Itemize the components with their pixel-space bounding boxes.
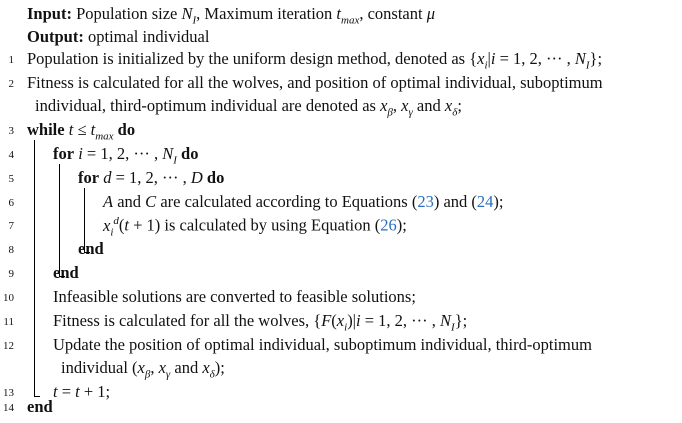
algorithm-line xyxy=(0,215,682,241)
algorithm-line xyxy=(0,144,682,170)
output-label: Output: xyxy=(27,27,84,46)
line-text: Infeasible solutions are converted to feasible solutions; xyxy=(53,287,416,306)
algorithm-output xyxy=(27,27,209,47)
line-number: 11 xyxy=(3,316,14,328)
algorithm-line xyxy=(0,287,682,313)
line-number: 7 xyxy=(8,220,14,232)
line-number: 1 xyxy=(8,54,14,66)
line-text: while $t \le t_{max}$ do xyxy=(27,120,136,143)
line-text: individual ($x_\beta$, $x_\gamma$ and $x_\delta$); xyxy=(61,358,225,381)
algorithm-line xyxy=(0,49,682,75)
line-number: 2 xyxy=(8,78,14,90)
line-number: 6 xyxy=(8,197,14,209)
line-number: 12 xyxy=(3,340,14,352)
algorithm-line xyxy=(0,168,682,194)
while-block-guide-end xyxy=(34,396,40,397)
algorithm-line-continuation xyxy=(0,358,682,384)
line-number: 10 xyxy=(3,292,14,304)
algorithm-line xyxy=(0,120,682,146)
algorithm-line xyxy=(0,263,682,289)
algorithm-input xyxy=(27,4,435,26)
input-text: Population size $N_I$, Maximum iteration $t_{max}$, constant μ xyxy=(76,4,435,27)
algorithm-line xyxy=(0,239,682,265)
line-text: Fitness is calculated for all the wolves, {$F(x_i)|i = 1$, 2, ··· , $N_I$}; xyxy=(53,311,468,334)
algorithm-line-continuation xyxy=(0,96,682,122)
algorithm-line xyxy=(0,311,682,337)
line-text: for i = 1, 2, ··· , $N_I$ do xyxy=(53,144,199,167)
line-text: end xyxy=(53,263,79,282)
for-d-block-guide-end xyxy=(84,252,90,253)
line-text: $x_i^d(t + 1)$ is calculated by using Equation (26); xyxy=(103,215,407,238)
line-text: t = t + 1; xyxy=(53,382,111,401)
line-number: 13 xyxy=(3,387,14,399)
line-number: 3 xyxy=(8,125,14,137)
line-number: 5 xyxy=(8,173,14,185)
line-number: 9 xyxy=(8,268,14,280)
line-text: Update the position of optimal individual, suboptimum individual, third-optimum xyxy=(53,335,592,354)
line-text: end xyxy=(78,239,104,258)
line-number: 4 xyxy=(8,149,14,161)
line-text: A and C are calculated according to Equations (23) and (24); xyxy=(103,192,504,211)
while-block-guide xyxy=(34,140,35,396)
line-text: individual, third-optimum individual are denoted as $x_\beta$, $x_\gamma$ and $x_\delta$; xyxy=(35,96,462,119)
output-text: optimal individual xyxy=(87,27,210,46)
input-label: Input: xyxy=(27,4,72,23)
line-text: for d = 1, 2, ··· , D do xyxy=(78,168,225,187)
for-i-block-guide-end xyxy=(59,276,65,277)
algorithm-line xyxy=(0,397,682,423)
line-text: end xyxy=(27,397,53,416)
line-text: Fitness is calculated for all the wolves, and position of optimal individual, suboptimum xyxy=(27,73,603,92)
line-text: Population is initialized by the uniform design method, denoted as {$x_i|i = 1$, 2, ··· , $N_I$}; xyxy=(27,49,603,72)
for-i-block-guide xyxy=(59,164,60,276)
line-number: 14 xyxy=(3,402,14,414)
for-d-block-guide xyxy=(84,188,85,252)
line-number: 8 xyxy=(8,244,14,256)
